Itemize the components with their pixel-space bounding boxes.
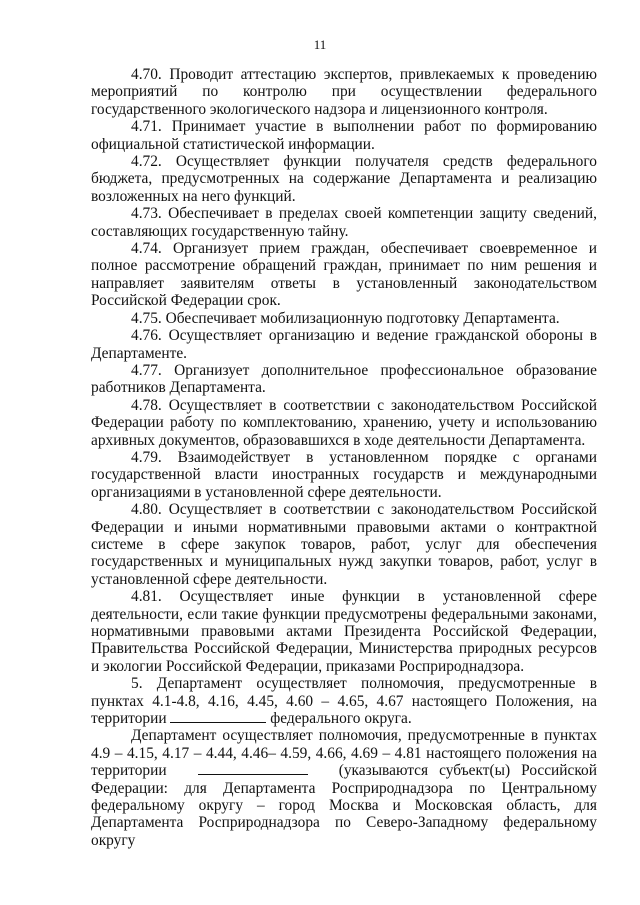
paragraph-department-powers (91, 727, 597, 849)
blank-line (198, 762, 308, 775)
paragraph-4-77: 4.77. Организует дополнительное профессиональное образование работников Департамента. (91, 361, 597, 397)
paragraph-4-73: 4.73. Обеспечивает в пределах своей компетенции защиту сведений, составляющих государственную тайну. (91, 205, 597, 240)
paragraph-5-tail: федерального округа. (270, 710, 412, 728)
paragraph-4-76: 4.76. Осуществляет организацию и ведение гражданской обороны в Департаменте. (91, 327, 597, 362)
document-body (91, 66, 597, 849)
page-number: 11 (313, 37, 327, 52)
paragraph-4-80: 4.80. Осуществляет в соответствии с законодательством Российской Федерации и иными нормативными правовыми актами о контрактной системе в сфере закупок товаров, работ, услуг для обеспечения государственных и муниципальных нужд закупки товаров, работ, услуг в установленной сфере деятельности. (91, 501, 597, 588)
paragraph-4-70: 4.70. Проводит аттестацию экспертов, привлекаемых к проведению мероприятий по контролю при осуществлении федерального государственного экологического надзора и лицензионного контроля. (91, 66, 597, 118)
paragraph-4-75: 4.75. Обеспечивает мобилизационную подготовку Департамента. (131, 309, 560, 327)
paragraph-department-tail: (указываются субъект(ы) Российской Федерации: для Департамента Росприроднадзора по Центральному федеральному округу – город Москва и Московская область, для Департамента Росприроднадзора по Северо-Западному федеральному округу (91, 762, 597, 849)
paragraph-5-text: 5. Департамент осуществляет полномочия, предусмотренные в пунктах 4.1-4.8, 4.16, 4.45, 4.60 – 4.65, 4.67 настоящего Положения, на территории (91, 675, 597, 728)
paragraph-4-79: 4.79. Взаимодействует в установленном порядке с органами государственной власти иностранных государств и международными организациями в установленной сфере деятельности. (91, 448, 597, 501)
paragraph-4-74: 4.74. Организует прием граждан, обеспечивает своевременное и полное рассмотрение обращений граждан, принимает по ним решения и направляет заявителям ответы в установленный законодательством Российской Федерации срок. (91, 240, 597, 310)
paragraph-4-71: 4.71. Принимает участие в выполнении работ по формированию официальной статистической информации. (91, 118, 597, 153)
paragraph-department-text: Департамент осуществляет полномочия, предусмотренные в пунктах 4.9 – 4.15, 4.17 – 4.44, 4.46– 4.59, 4.66, 4.69 – 4.81 настоящего положения на территории (91, 727, 597, 780)
paragraph-5 (91, 675, 597, 727)
blank-line (170, 710, 266, 723)
paragraph-4-78: 4.78. Осуществляет в соответствии с законодательством Российской Федерации работу по комплектованию, хранению, учету и использованию архивных документов, образовавшихся в ходе деятельности Департамента. (91, 396, 597, 449)
paragraph-4-72: 4.72. Осуществляет функции получателя средств федерального бюджета, предусмотренных на содержание Департамента и реализацию возложенных на него функций. (91, 153, 597, 205)
paragraph-4-81: 4.81. Осуществляет иные функции в установленной сфере деятельности, если такие функции предусмотрены федеральными законами, нормативными правовыми актами Президента Российской Федерации, Правительства Российской Федерации, Министерства природных ресурсов и экологии Российской Федерации, приказами Росприроднадзора. (91, 588, 597, 675)
